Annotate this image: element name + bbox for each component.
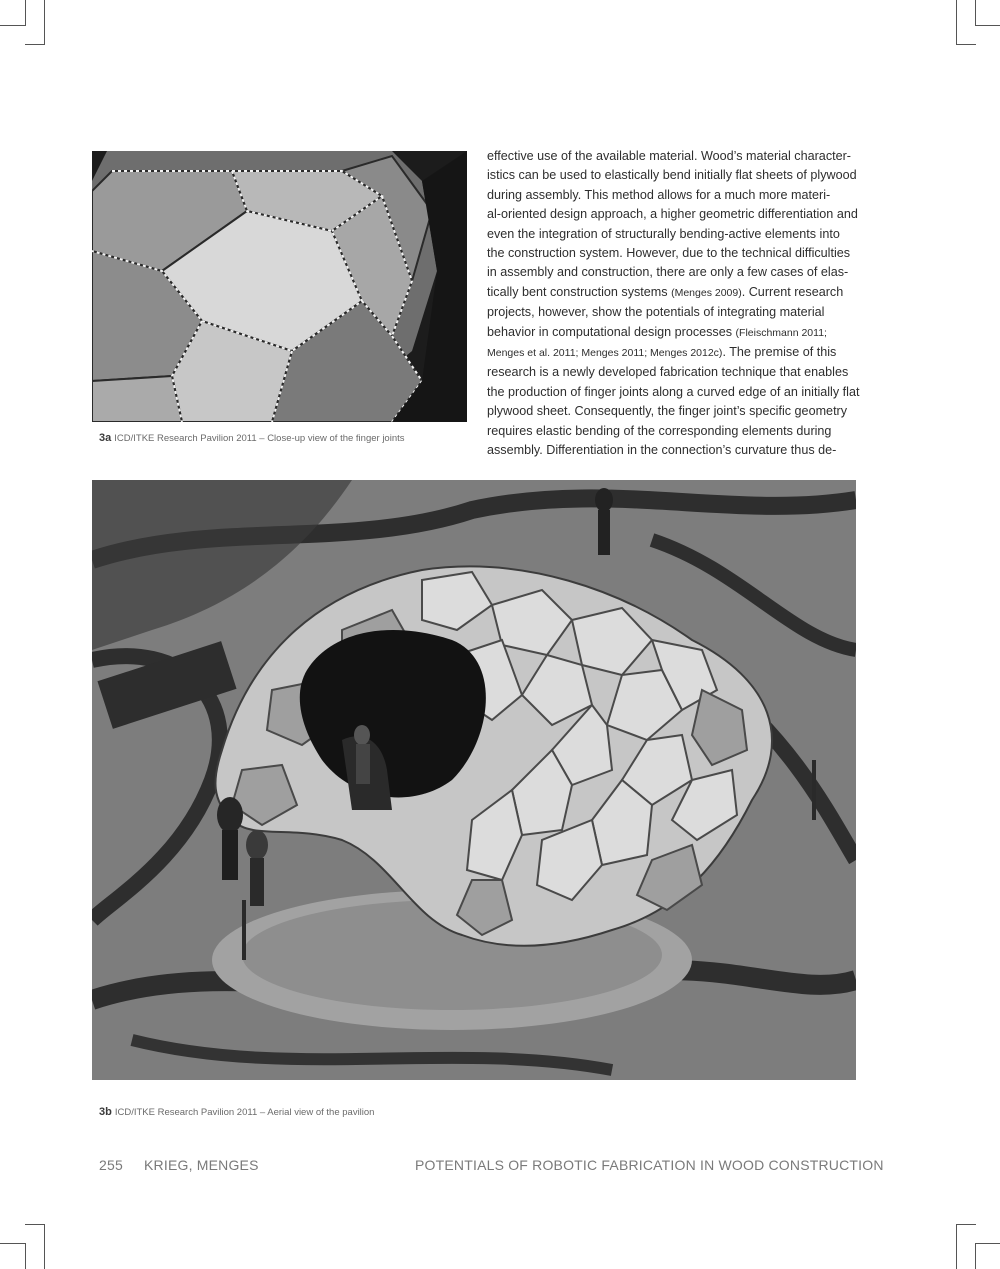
running-head-authors: KRIEG, MENGES bbox=[144, 1157, 259, 1173]
body-text-segment: tically bent construction systems bbox=[487, 284, 672, 299]
crop-mark-top-left-h bbox=[0, 25, 25, 26]
crop-mark-top-left-v2 bbox=[25, 0, 26, 26]
body-text-line bbox=[487, 363, 857, 382]
body-text-segment: requires elastic bending of the corresponding elements during bbox=[487, 423, 832, 438]
figure-3a-caption bbox=[99, 432, 405, 444]
citation: (Menges 2009) bbox=[671, 286, 742, 299]
crop-mark-bottom-left-h2 bbox=[0, 1243, 26, 1244]
body-text-segment: the construction system. However, due to the technical difficulties bbox=[487, 246, 851, 261]
crop-mark-top-left-v bbox=[44, 0, 45, 45]
body-text-segment: research is a newly developed fabrication technique that enables bbox=[487, 365, 849, 380]
body-text-segment: during assembly. This method allows for a much more materi- bbox=[487, 187, 831, 202]
finger-joint-closeup-image bbox=[92, 151, 467, 422]
figure-caption-text: ICD/ITKE Research Pavilion 2011 – Aerial view of the pavilion bbox=[114, 1107, 375, 1118]
body-text-line bbox=[487, 383, 860, 402]
body-text-segment: plywood sheet. Consequently, the finger joint’s specific geometry bbox=[487, 404, 848, 419]
figure-3b-caption bbox=[99, 1106, 374, 1118]
body-text-column bbox=[487, 147, 860, 461]
body-text-line bbox=[487, 205, 857, 224]
body-text-line bbox=[487, 303, 857, 322]
crop-mark-bottom-left-h bbox=[25, 1224, 45, 1225]
body-text-segment: behavior in computational design processes bbox=[487, 324, 736, 339]
body-text-segment: effective use of the available material. Wood’s material character- bbox=[487, 149, 852, 163]
figure-3b-photo bbox=[92, 480, 856, 1080]
crop-mark-bottom-left-v2 bbox=[25, 1243, 26, 1269]
pavilion-aerial-image bbox=[92, 480, 856, 1080]
body-text-line bbox=[487, 166, 857, 185]
body-text-line bbox=[487, 147, 857, 166]
citation: Menges et al. 2011; Menges 2011; Menges 2012c) bbox=[487, 347, 723, 360]
crop-mark-top-right-h bbox=[956, 44, 976, 45]
running-head-title: POTENTIALS OF ROBOTIC FABRICATION IN WOOD CONSTRUCTION bbox=[415, 1157, 884, 1173]
body-text-line bbox=[487, 225, 857, 244]
figure-3a-photo bbox=[92, 151, 467, 422]
body-text-line bbox=[487, 402, 857, 421]
body-text-segment: istics can be used to elastically bend initially flat sheets of plywood bbox=[487, 168, 857, 183]
crop-mark-bottom-right-v bbox=[956, 1224, 957, 1269]
body-text-line bbox=[487, 323, 857, 343]
body-text-segment: al-oriented design approach, a higher geometric differentiation and bbox=[487, 207, 858, 222]
figure-label: 3b bbox=[99, 1106, 112, 1118]
body-text-line bbox=[487, 244, 857, 263]
page-number: 255 bbox=[99, 1157, 123, 1173]
body-text-line bbox=[487, 283, 857, 303]
body-text-line bbox=[487, 186, 857, 205]
body-text-segment: . The premise of this bbox=[722, 345, 837, 360]
body-text-segment: . Current research bbox=[741, 284, 844, 299]
crop-mark-bottom-right-v2 bbox=[975, 1243, 976, 1269]
body-text-line bbox=[487, 422, 857, 441]
crop-mark-bottom-left-v bbox=[44, 1224, 45, 1269]
body-text-line bbox=[487, 343, 857, 363]
crop-mark-top-right-v bbox=[956, 0, 957, 45]
crop-mark-bottom-right-h2 bbox=[975, 1243, 1000, 1244]
figure-caption-text: ICD/ITKE Research Pavilion 2011 – Close-up view of the finger joints bbox=[114, 433, 405, 444]
crop-mark-top-left-h2 bbox=[25, 44, 45, 45]
body-text-segment: even the integration of structurally bending-active elements into bbox=[487, 226, 840, 241]
figure-label: 3a bbox=[99, 432, 112, 444]
citation: (Fleischmann 2011; bbox=[735, 326, 827, 339]
body-text-segment: assembly. Differentiation in the connection’s curvature thus de- bbox=[487, 443, 837, 458]
body-text-segment: projects, however, show the potentials of integrating material bbox=[487, 305, 825, 320]
crop-mark-bottom-right-h bbox=[956, 1224, 976, 1225]
crop-mark-top-right-v2 bbox=[975, 0, 976, 26]
body-text-segment: in assembly and construction, there are only a few cases of elas- bbox=[487, 265, 849, 280]
crop-mark-top-right-h2 bbox=[975, 25, 1000, 26]
body-text-line bbox=[487, 441, 857, 460]
body-text-segment: the production of finger joints along a curved edge of an initially flat bbox=[487, 384, 860, 399]
body-text-line bbox=[487, 263, 857, 282]
